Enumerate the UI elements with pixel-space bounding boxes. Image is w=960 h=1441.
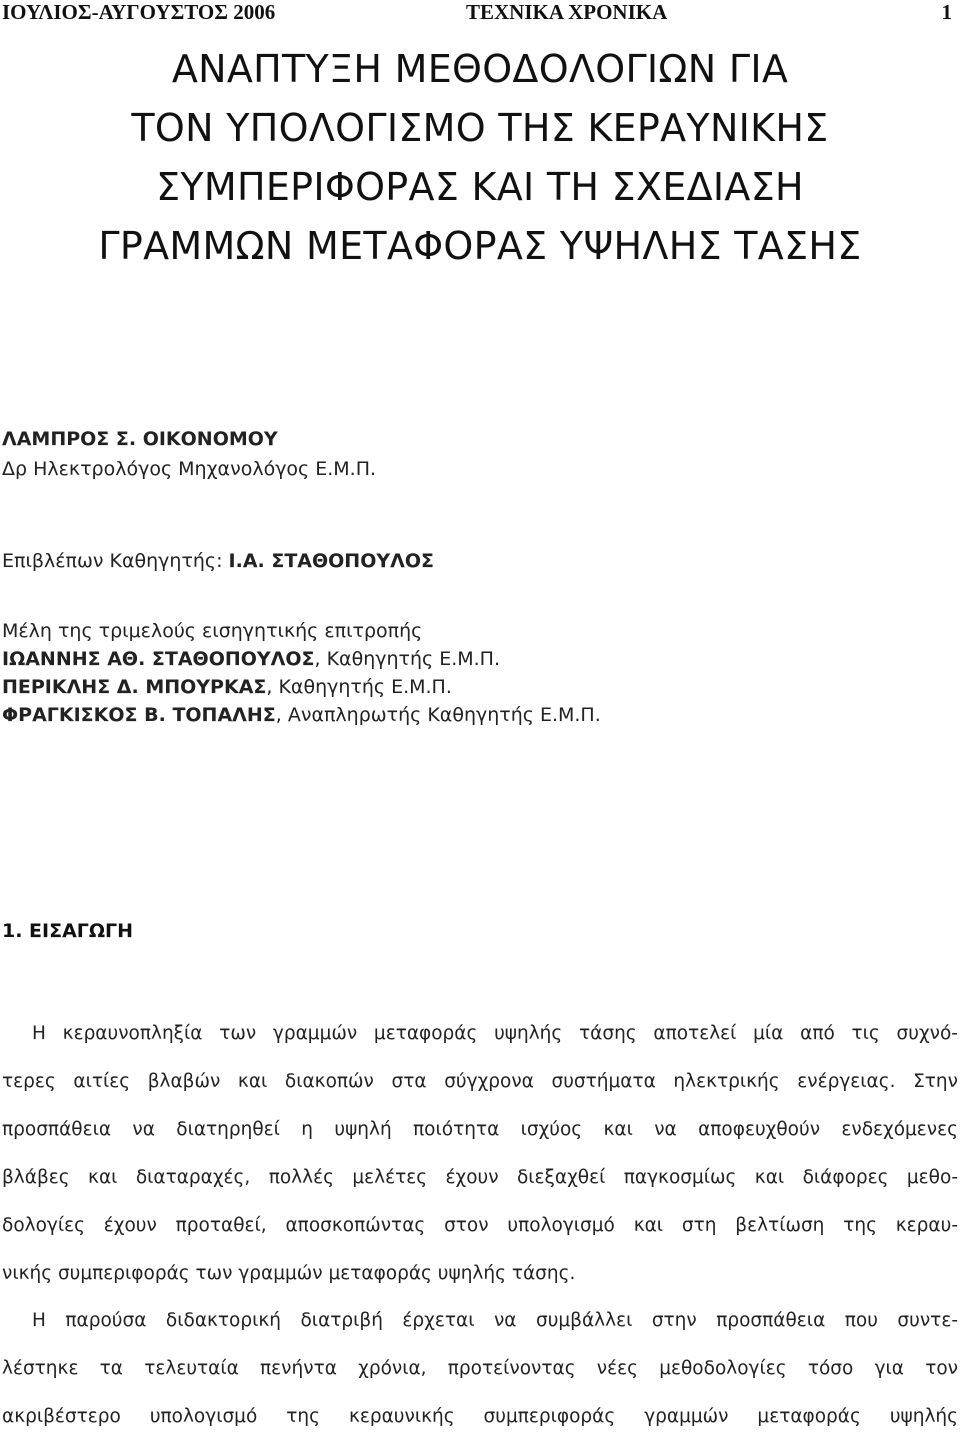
- committee-label: Μέλη της τριμελούς εισηγητικής επιτροπής: [2, 620, 423, 642]
- paragraph-1: [2, 1010, 958, 1298]
- supervisor-name: Ι.Α. ΣΤΑΘΟΠΟΥΛΟΣ: [228, 550, 434, 572]
- supervisor: [2, 550, 434, 572]
- text-line: ακριβέστερο υπολογισμό της κεραυνικής συμπεριφοράς γραμμών μεταφοράς υψηλής: [2, 1406, 958, 1427]
- text-line: δολογίες έχουν προταθεί, αποσκοπώντας στον υπολογισμό και στη βελτίωση της κεραυ-: [2, 1215, 958, 1236]
- issue-date: ΙΟΥΛΙΟΣ-ΑΥΓΟΥΣΤΟΣ 2006: [2, 0, 276, 24]
- member-name: ΠΕΡΙΚΛΗΣ Δ. ΜΠΟΥΡΚΑΣ: [2, 676, 267, 698]
- paper-title: [0, 40, 960, 276]
- committee-member: [2, 676, 452, 698]
- title-line: ΓΡΑΜΜΩΝ ΜΕΤΑΦΟΡΑΣ ΥΨΗΛΗΣ ΤΑΣΗΣ: [98, 224, 862, 268]
- running-header: [0, 0, 960, 26]
- member-name: ΙΩΑΝΝΗΣ ΑΘ. ΣΤΑΘΟΠΟΥΛΟΣ: [2, 648, 315, 670]
- journal-name: ΤΕΧΝΙΚΑ ΧΡΟΝΙΚΑ: [466, 0, 668, 24]
- supervisor-label: Επιβλέπων Καθηγητής:: [2, 550, 229, 572]
- text-line: προσπάθεια να διατηρηθεί η υψηλή ποιότητα ισχύος και να αποφευχθούν ενδεχόμενες: [2, 1119, 958, 1140]
- page-number: 1: [941, 0, 952, 24]
- text-line: βλάβες και διαταραχές, πολλές μελέτες έχουν διεξαχθεί παγκοσμίως και διάφορες μεθο-: [2, 1167, 958, 1188]
- member-role: , Καθηγητής Ε.Μ.Π.: [314, 648, 501, 670]
- text-line: Η παρούσα διδακτορική διατριβή έρχεται να συμβάλλει στην προσπάθεια που συντε-: [32, 1310, 958, 1331]
- committee-member: [2, 648, 500, 670]
- title-line: ΣΥΜΠΕΡΙΦΟΡΑΣ ΚΑΙ ΤΗ ΣΧΕΔΙΑΣΗ: [156, 165, 804, 209]
- committee-member: [2, 704, 601, 726]
- paragraph-2: [2, 1297, 958, 1441]
- member-name: ΦΡΑΓΚΙΣΚΟΣ Β. ΤΟΠΑΛΗΣ: [2, 704, 276, 726]
- author-name: ΛΑΜΠΡΟΣ Σ. ΟΙΚΟΝΟΜΟΥ: [2, 428, 278, 450]
- author-title: Δρ Ηλεκτρολόγος Μηχανολόγος Ε.Μ.Π.: [2, 458, 377, 480]
- title-line: ΤΟΝ ΥΠΟΛΟΓΙΣΜΟ ΤΗΣ ΚΕΡΑΥΝΙΚΗΣ: [131, 106, 829, 150]
- member-role: , Αναπληρωτής Καθηγητής Ε.Μ.Π.: [275, 704, 601, 726]
- member-role: , Καθηγητής Ε.Μ.Π.: [266, 676, 452, 698]
- text-line: Η κεραυνοπληξία των γραμμών μεταφοράς υψηλής τάσης αποτελεί μία από τις συχνό-: [32, 1023, 958, 1044]
- text-line: νικής συμπεριφοράς των γραμμών μεταφοράς υψηλής τάσης.: [2, 1263, 576, 1284]
- title-line: ΑΝΑΠΤΥΞΗ ΜΕΘΟΔΟΛΟΓΙΩΝ ΓΙΑ: [171, 47, 789, 91]
- text-line: λέστηκε τα τελευταία πενήντα χρόνια, προτείνοντας νέες μεθοδολογίες τόσο για τον: [2, 1358, 958, 1379]
- section-heading: 1. ΕΙΣΑΓΩΓΗ: [2, 920, 134, 942]
- text-line: τερες αιτίες βλαβών και διακοπών στα σύγχρονα συστήματα ηλεκτρικής ενέργειας. Στην: [2, 1071, 958, 1092]
